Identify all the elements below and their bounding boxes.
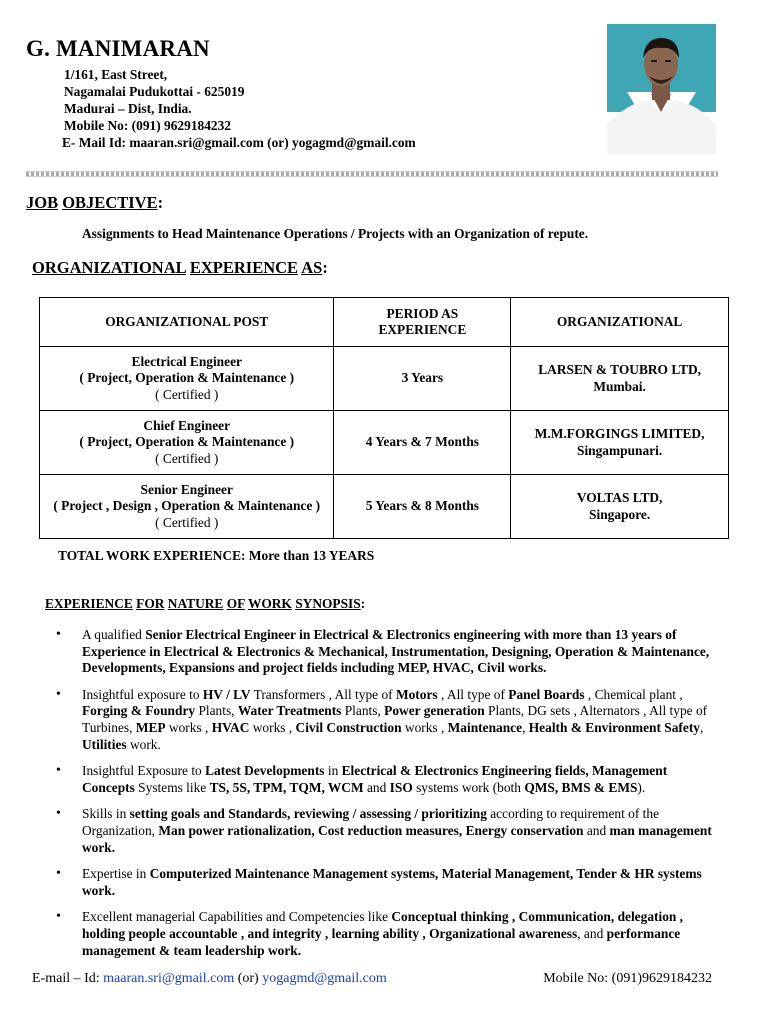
footer-mobile: Mobile No: (091)9629184232 [543, 971, 712, 986]
post-cert: ( Certified ) [155, 450, 219, 466]
post-cert: ( Certified ) [155, 514, 219, 530]
list-item-text: Motors [395, 686, 438, 702]
list-item [40, 627, 720, 677]
list-item-text: in [324, 763, 342, 779]
address-line: 1/161, East Street, [64, 67, 168, 82]
post-title: Electrical Engineer [131, 353, 242, 369]
list-item [40, 763, 720, 796]
list-item-text: Panel Boards [508, 686, 585, 702]
heading-word: NATURE [167, 596, 224, 611]
list-item-text: work. [126, 736, 161, 752]
list-item-text: , All type of [437, 686, 509, 702]
list-item-text: , Chemical plant , [584, 686, 683, 702]
list-item-text: and [363, 779, 390, 795]
org-location: Singapore. [589, 506, 651, 522]
heading-word: FOR [136, 596, 165, 611]
list-item-text: Electrical & Electronics Engineering fields, Management Concepts [82, 763, 668, 795]
org-name: VOLTAS LTD, [576, 490, 663, 505]
period-cell: 3 Years [334, 347, 511, 411]
column-header-line: PERIOD AS [386, 305, 459, 321]
post-title: Senior Engineer [140, 481, 233, 497]
list-item-text: works , [249, 719, 296, 735]
column-header: ORGANIZATIONAL POST [40, 298, 334, 347]
list-item-text: Plants, DG sets , Alternators , All type of Turbines, [82, 703, 708, 735]
list-item-text: ISO [389, 779, 413, 795]
list-item-text: Health & Environment Safety [528, 719, 700, 735]
list-item-text: HV / LV [202, 686, 251, 702]
post-scope: ( Project, Operation & Maintenance ) [79, 434, 295, 450]
address-line: Nagamalai Pudukottai - 625019 [64, 84, 245, 99]
org-experience-heading: ORGANIZATIONAL EXPERIENCE AS: [32, 258, 328, 277]
post-title: Chief Engineer [143, 417, 231, 433]
post-cell [40, 411, 334, 475]
list-item-text: systems work (both [412, 779, 525, 795]
list-item [40, 687, 720, 753]
list-item-text: Computerized Maintenance Management systems, Material Management, Tender & HR systems work. [82, 866, 702, 898]
org-name: M.M.FORGINGS LIMITED, [534, 426, 705, 441]
column-header-line: EXPERIENCE [378, 322, 467, 337]
org-name: LARSEN & TOUBRO LTD, [538, 362, 701, 377]
job-objective-text: Assignments to Head Maintenance Operations / Projects with an Organization of repute. [82, 226, 589, 241]
table-row [40, 475, 729, 539]
list-item-text: works , [401, 719, 448, 735]
list-item-text: Plants, [341, 703, 385, 719]
org-cell [511, 475, 729, 539]
column-header [334, 298, 511, 347]
list-item [40, 866, 720, 899]
list-item-text: HVAC [211, 719, 250, 735]
list-item-text: Latest Developments [205, 763, 325, 779]
list-item-text: Man power rationalization, Cost reduction measures, Energy conservation [158, 822, 584, 838]
heading-word: OF [226, 596, 245, 611]
footer-email-link-2[interactable]: yogagmd@gmail.com [262, 971, 387, 986]
list-item-text: Senior [145, 627, 186, 642]
period-cell: 4 Years & 7 Months [334, 411, 511, 475]
list-item-text: Expertise in [82, 866, 150, 882]
list-item-text: man management work. [82, 822, 712, 855]
footer-email-label: E-mail – Id: [32, 971, 104, 986]
synopsis-heading: EXPERIENCE FOR NATURE OF WORK SYNOPSIS: [45, 596, 366, 611]
email-line: E- Mail Id: maaran.sri@gmail.com (or) yogagmd@gmail.com [62, 135, 416, 150]
org-location: Singampunari. [577, 442, 663, 458]
column-header: ORGANIZATIONAL [511, 298, 729, 347]
list-item [40, 909, 720, 959]
heading-word: EXPERIENCE [45, 596, 133, 611]
list-item-text: Power generation [384, 703, 485, 719]
post-scope: ( Project , Design , Operation & Maintenance ) [53, 498, 321, 514]
table-header-row [40, 298, 729, 347]
profile-photo [607, 24, 716, 154]
list-item-text: Systems like [134, 779, 210, 795]
list-item-text: Conceptual thinking , Communication, delegation , holding people accountable , and integrity , learning ability , Organizational awareness [82, 909, 684, 941]
list-item-text: according to requirement of the Organization, [82, 806, 660, 838]
heading-word: WORK [247, 596, 292, 611]
list-item-text: setting goals and Standards, reviewing / assessing / prioritizing [129, 806, 487, 822]
mobile-line: Mobile No: (091) 9629184232 [64, 118, 231, 133]
post-cell [40, 475, 334, 539]
list-item-text: Excellent managerial Capabilities and Competencies like [82, 909, 392, 925]
job-objective-heading: JOB OBJECTIVE: [26, 193, 164, 212]
list-item-text: Maintenance [447, 719, 523, 735]
list-item-text: , and [577, 925, 607, 941]
list-item-text: Insightful exposure to [82, 686, 203, 702]
table-row [40, 411, 729, 475]
post-cert: ( Certified ) [155, 386, 219, 402]
list-item-text: QMS, BMS & EMS [524, 779, 638, 795]
address-block [64, 66, 416, 151]
list-item-text: , [522, 719, 529, 735]
header-divider [26, 171, 718, 177]
list-item-text: A qualified [82, 627, 146, 642]
list-item-text: Water Treatments [237, 703, 342, 719]
list-item-text: Forging & Foundry [82, 703, 196, 719]
list-item-text: , [700, 719, 704, 735]
list-item-text: TS, 5S, TPM, TQM, WCM [209, 779, 364, 795]
list-item-text: Plants, [195, 703, 238, 719]
heading-word: SYNOPSIS [295, 596, 361, 611]
list-item-text: MEP [135, 719, 166, 735]
list-item-text: Civil Construction [295, 719, 402, 735]
heading-word: EXPERIENCE [189, 258, 299, 277]
experience-table [39, 297, 729, 539]
footer-or: (or) [234, 971, 263, 986]
page-footer [32, 971, 722, 987]
list-item-text: and [583, 822, 610, 838]
heading-word: AS [301, 258, 323, 277]
list-item-text: ). [637, 779, 646, 795]
list-item-text: Transformers , All type of [250, 686, 396, 702]
post-scope: ( Project, Operation & Maintenance ) [79, 370, 295, 386]
footer-email-link-1[interactable]: maaran.sri@gmail.com [103, 971, 235, 986]
list-item-text: Utilities [82, 736, 127, 752]
address-line: Madurai – Dist, India. [64, 101, 192, 116]
person-photo-icon [607, 24, 716, 154]
candidate-name: G. MANIMARAN [26, 36, 210, 61]
synopsis-list [40, 627, 720, 969]
list-item-text: works , [165, 719, 212, 735]
list-item [40, 806, 720, 856]
org-cell [511, 411, 729, 475]
heading-word: OBJECTIVE [62, 193, 158, 212]
total-experience: TOTAL WORK EXPERIENCE: More than 13 YEARS [58, 548, 375, 563]
list-item-text: Insightful Exposure to [82, 763, 206, 779]
list-item-text: performance management & team leadership work. [82, 925, 681, 958]
list-item-text: Skills in [82, 806, 130, 822]
period-cell: 5 Years & 8 Months [334, 475, 511, 539]
heading-word: JOB [26, 193, 59, 212]
heading-word: ORGANIZATIONAL [32, 258, 186, 277]
post-cell [40, 347, 334, 411]
table-row [40, 347, 729, 411]
list-item-text: Electrical Engineer in Electrical & Electronics engineering with more than 13 years of Experience in Electrical & Electronics & Mechanical, Instrumentation, Designing, Operation & Maintenance, Developments, Expansions and project fields including MEP, HVAC, Civil works. [82, 627, 710, 676]
org-cell [511, 347, 729, 411]
org-location: Mumbai. [593, 378, 646, 394]
